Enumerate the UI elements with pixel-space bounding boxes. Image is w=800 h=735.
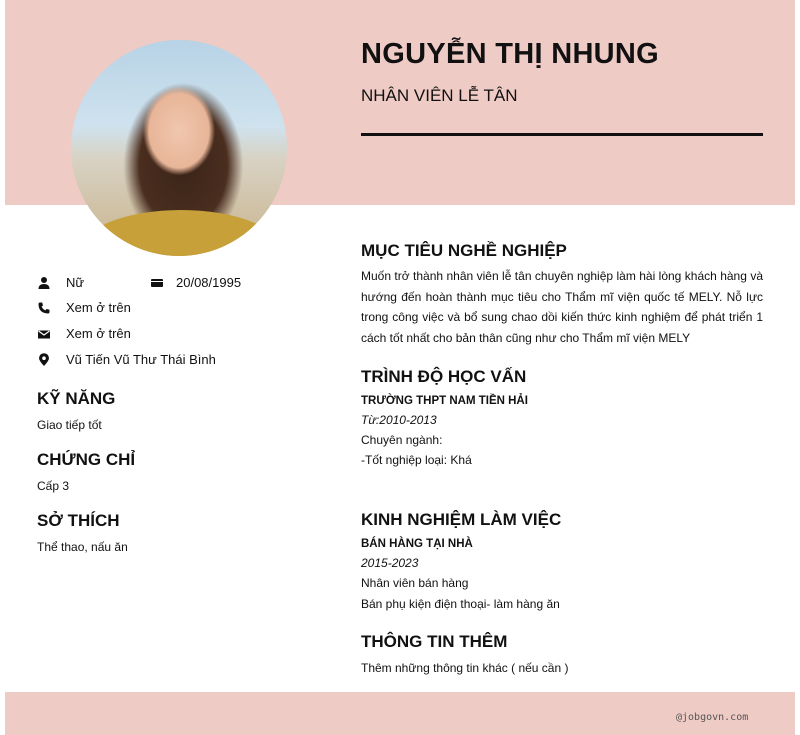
education-major: Chuyên ngành: xyxy=(361,433,443,447)
certificates-heading: CHỨNG CHỈ xyxy=(37,450,136,469)
gender-row xyxy=(37,275,84,290)
additional-text: Thêm những thông tin khác ( nếu cần ) xyxy=(361,661,569,675)
skills-text: Giao tiếp tốt xyxy=(37,418,102,432)
education-grade: -Tốt nghiệp loại: Khá xyxy=(361,453,472,467)
hobbies-text: Thể thao, nấu ăn xyxy=(37,540,128,554)
experience-position: Nhân viên bán hàng xyxy=(361,576,469,590)
phone-icon xyxy=(37,301,51,315)
calendar-icon xyxy=(150,276,164,290)
email-value: Xem ở trên xyxy=(66,326,131,341)
birthdate-row xyxy=(150,275,241,290)
additional-heading: THÔNG TIN THÊM xyxy=(361,632,508,651)
watermark: @jobgovn.com xyxy=(676,712,749,723)
candidate-role: NHÂN VIÊN LỄ TÂN xyxy=(361,86,518,105)
user-icon xyxy=(37,276,51,290)
gender-value: Nữ xyxy=(66,275,85,290)
objective-heading: MỤC TIÊU NGHỀ NGHIỆP xyxy=(361,241,567,260)
address-row xyxy=(37,352,216,367)
candidate-name: NGUYỄN THỊ NHUNG xyxy=(361,38,660,70)
experience-heading: KINH NGHIỆM LÀM VIỆC xyxy=(361,510,562,529)
phone-value: Xem ở trên xyxy=(66,300,131,315)
email-icon xyxy=(37,327,51,341)
education-school: TRƯỜNG THPT NAM TIỀN HẢI xyxy=(361,395,528,407)
phone-row xyxy=(37,300,131,315)
experience-description: Bán phụ kiện điện thoại- làm hàng ăn xyxy=(361,597,560,611)
email-row xyxy=(37,326,131,341)
education-heading: TRÌNH ĐỘ HỌC VẤN xyxy=(361,367,527,386)
location-icon xyxy=(37,353,51,367)
education-period: Từ:2010-2013 xyxy=(361,413,437,427)
certificates-text: Cấp 3 xyxy=(37,479,70,493)
address-value: Vũ Tiến Vũ Thư Thái Bình xyxy=(66,352,216,367)
hobbies-heading: SỞ THÍCH xyxy=(37,511,120,530)
header-divider xyxy=(361,133,763,136)
birthdate-value: 20/08/1995 xyxy=(176,275,242,290)
objective-text: Muốn trở thành nhân viên lễ tân chuyên nghiệp làm hài lòng khách hàng và hướng đến hoàn thành mục tiêu cho Thẩm mĩ viện quốc tế MELY. Nỗ lực trong công việc và bổ sung chao dồi kiến thức kinh nghiệm để phát triển 1 cách tốt nhất cho bản thân cũng như cho Thẩm mĩ viện MELY xyxy=(361,269,763,346)
skills-heading: KỸ NĂNG xyxy=(37,389,116,408)
profile-photo xyxy=(71,40,287,256)
experience-company: BÁN HÀNG TẠI NHÀ xyxy=(361,538,473,550)
experience-period: 2015-2023 xyxy=(361,556,419,570)
